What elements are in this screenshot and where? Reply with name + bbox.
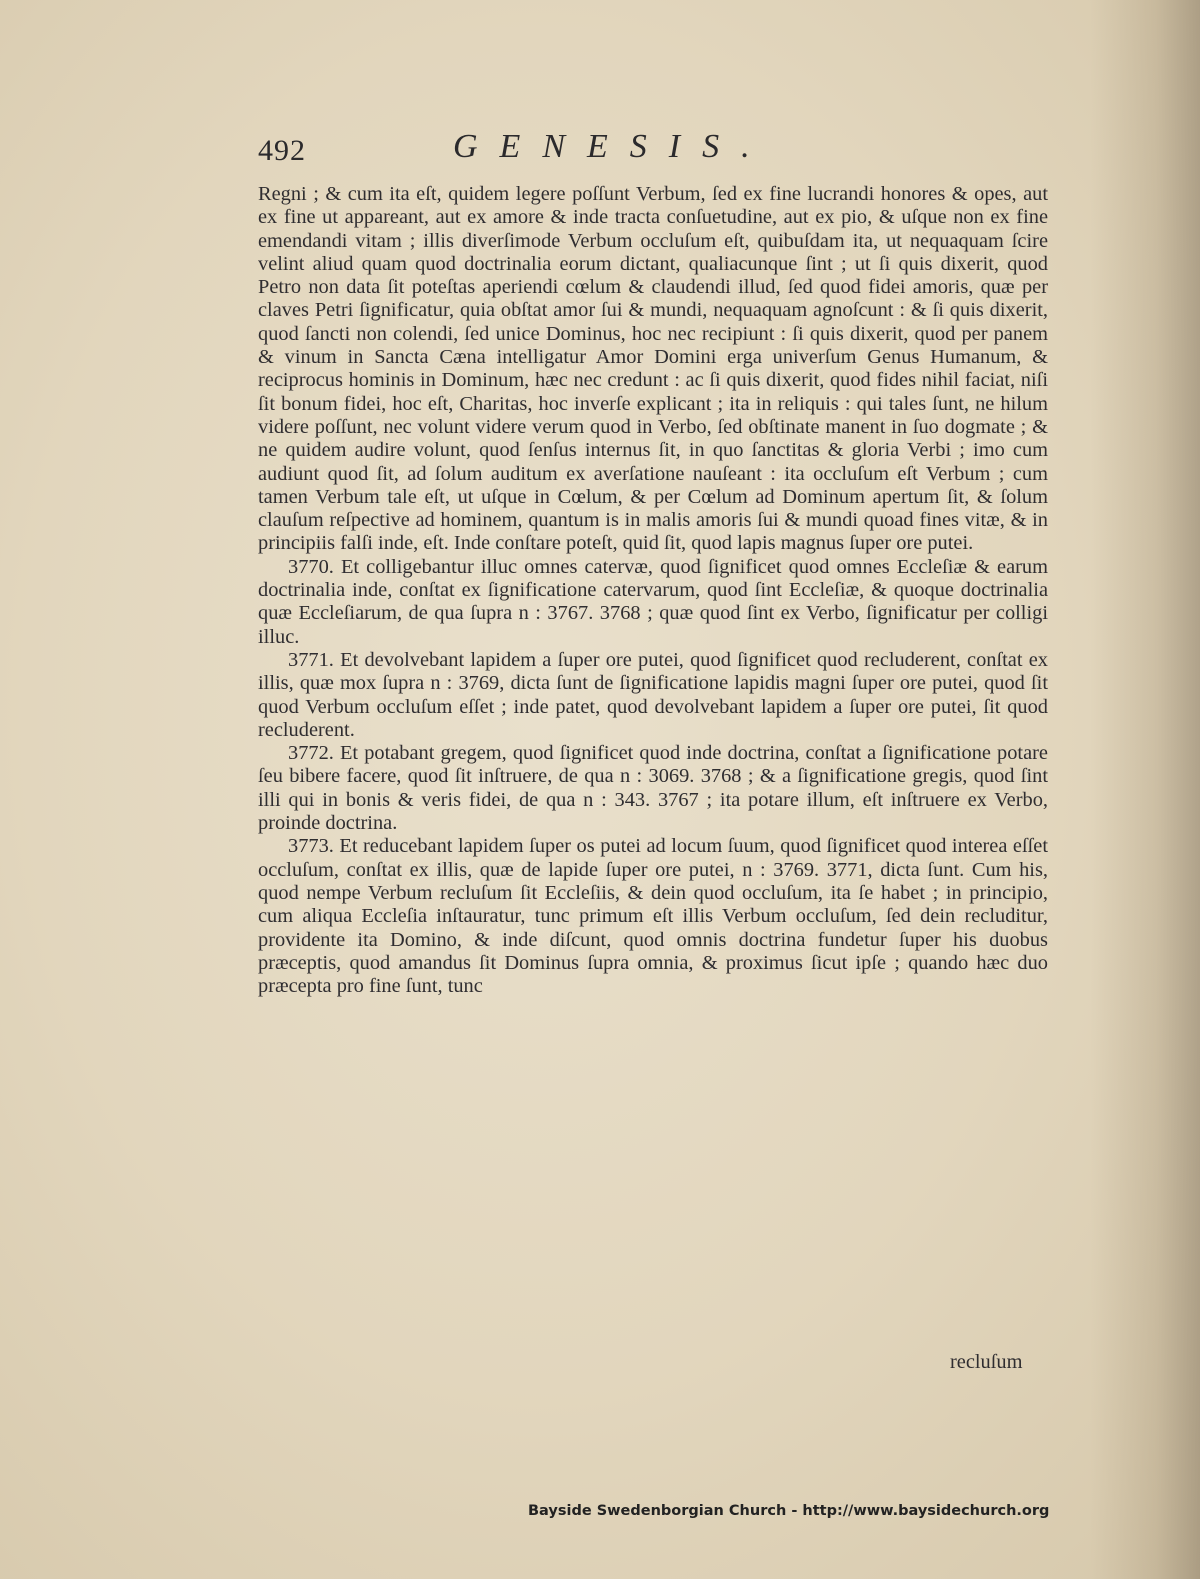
paragraph-3771: 3771. Et devolvebant lapidem a ſuper ore putei, quod ſignificet quod recluderent, conſtat ex illis, quæ mox ſupra n : 3769, dicta ſunt de ſignificatione lapidis magni ſuper ore putei, quod ſit quod Verbum occluſum eſſet ; inde patet, quod devolvebant lapidem a ſuper ore putei, ſit quod recluderent.: [258, 648, 1048, 741]
footer-credit: Bayside Swedenborgian Church - http://www.baysidechurch.org: [528, 1503, 1050, 1519]
catch-word: recluſum: [950, 1351, 1023, 1373]
paragraph-3770: 3770. Et colligebantur illuc omnes catervæ, quod ſignificet quod omnes Eccleſiæ & earum doctrinalia inde, conſtat ex ſignificatione catervarum, quod ſint Eccleſiæ, & quoque doctrinalia quæ Eccleſiarum, de qua ſupra n : 3767. 3768 ; quæ quod ſint ex Verbo, ſignificatur per colligi illuc.: [258, 555, 1048, 648]
body-text: [258, 183, 1048, 998]
page-number: 492: [258, 134, 306, 167]
paragraph-3773: 3773. Et reducebant lapidem ſuper os putei ad locum ſuum, quod ſignificet quod interea eſſet occluſum, conſtat ex illis, quæ de lapide ſuper ore putei, n : 3769. 3771, dicta ſunt. Cum his, quod nempe Verbum recluſum ſit Eccleſiis, & dein quod occluſum, ita ſe habet ; in principio, cum aliqua Eccleſia inſtauratur, tunc primum eſt illis Verbum occluſum, ſed dein recluditur, providente ita Domino, & inde diſcunt, quod omnis doctrina fundetur ſuper his duobus præceptis, quod amandus ſit Dominus ſupra omnia, & proximus ſicut ipſe ; quando hæc duo præcepta pro fine ſunt, tunc: [258, 835, 1048, 998]
page-header: [258, 128, 1018, 176]
paragraph-3772: 3772. Et potabant gregem, quod ſignificet quod inde doctrina, conſtat a ſignificatione potare ſeu bibere facere, quod ſit inſtruere, de qua n : 3069. 3768 ; & a ſignificatione gregis, quod ſint illi qui in bonis & veris fidei, de qua n : 343. 3767 ; ita potare illum, eſt inſtruere ex Verbo, proinde doctrina.: [258, 742, 1048, 835]
page-gutter-shadow: [1090, 0, 1200, 1579]
running-title: GENESIS.: [453, 128, 772, 165]
paragraph-continuation: Regni ; & cum ita eſt, quidem legere poſſunt Verbum, ſed ex fine lucrandi honores & opes, aut ex fine ut appareant, aut ex amore & inde tracta conſuetudine, aut ex pio, & uſque non ex fine emendandi vitam ; illis diverſimode Verbum occluſum eſt, quibuſdam ita, ut nequaquam ſcire velint aliud quam quod doctrinalia eorum dictant, qualiacunque ſint ; ut ſi quis dixerit, quod Petro non data ſit poteſtas aperiendi cœlum & claudendi illud, ſed quod fidei amoris, quæ per claves Petri ſignificatur, quia obſtat amor ſui & mundi, nequaquam agnoſcunt : & ſi quis dixerit, quod ſancti non colendi, ſed unice Dominus, hoc nec recipiunt : ſi quis dixerit, quod per panem & vinum in Sancta Cæna intelligatur Amor Domini erga univerſum Genus Humanum, & reciprocus hominis in Dominum, hæc nec credunt : ac ſi quis dixerit, quod fides nihil faciat, niſi ſit bonum fidei, hoc eſt, Charitas, hoc inverſe explicant ; ita in reliquis : qui tales ſunt, ne hilum videre poſſunt, nec volunt videre verum quod in Verbo, ſed obſtinate manent in ſuo dogmate ; & ne quidem audire volunt, quod ſenſus internus ſit, in quo ſanctitas & gloria Verbi ; imo cum audiunt quod ſit, ad ſolum auditum ex averſatione nauſeant : ita occluſum eſt Verbum ; cum tamen Verbum tale eſt, ut uſque in Cœlum, & per Cœlum ad Dominum apertum ſit, & ſolum clauſum reſpective ad hominem, quantum is in malis amoris ſui & mundi quoad fines vitæ, & in principiis falſi inde, eſt. Inde conſtare poteſt, quid ſit, quod lapis magnus ſuper ore putei.: [258, 183, 1048, 555]
